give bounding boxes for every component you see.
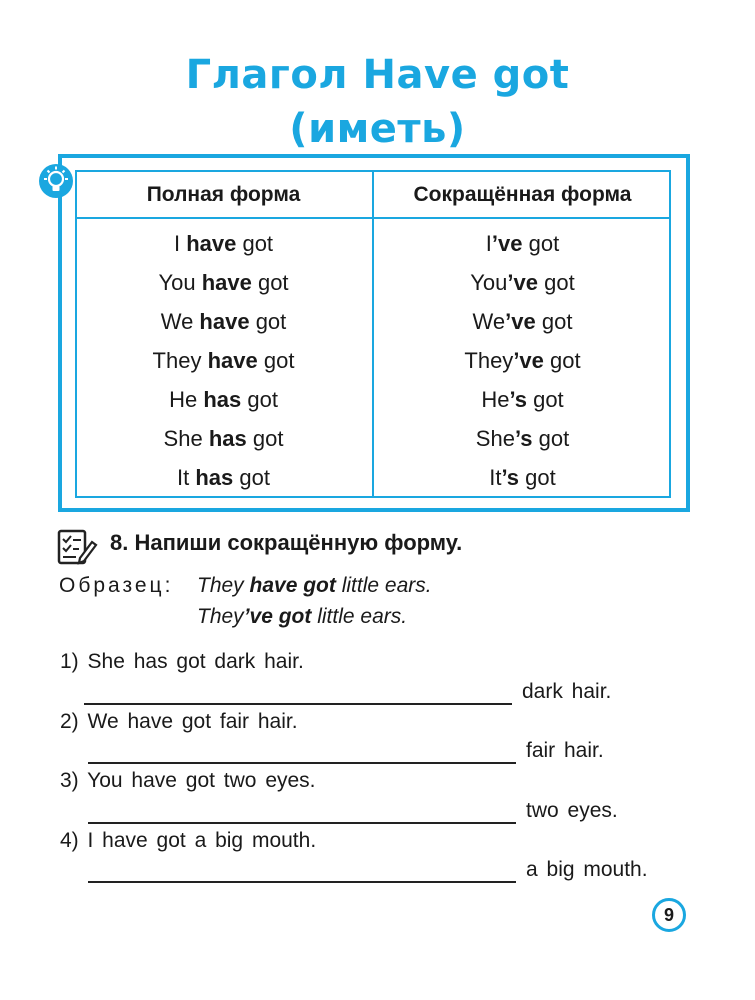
table-row: She has got bbox=[163, 426, 284, 451]
table-row: You have got bbox=[158, 270, 289, 295]
table-row: It has got bbox=[177, 465, 270, 490]
page-title: Глагол Have got bbox=[185, 52, 570, 98]
header-divider bbox=[75, 217, 671, 219]
short-form-column bbox=[374, 226, 671, 499]
table-row: They’ve got bbox=[464, 348, 581, 373]
table-row: She’s got bbox=[475, 426, 570, 451]
table-row: We’ve got bbox=[472, 309, 573, 334]
lightbulb-icon bbox=[38, 163, 74, 199]
task-title: 8. Напиши сокращённую форму. bbox=[110, 530, 463, 555]
table-row: He has got bbox=[169, 387, 278, 412]
header-short-form: Сокращённая форма bbox=[413, 183, 632, 206]
sample-answer: They’ve got little ears. bbox=[197, 605, 408, 628]
answer-line-3[interactable] bbox=[88, 822, 516, 824]
sample-label: Образец: bbox=[59, 574, 174, 597]
exercise-prompt-2: 2) We have got fair hair. bbox=[60, 710, 298, 733]
full-form-column bbox=[75, 226, 372, 499]
exercise-tail-3: two eyes. bbox=[526, 799, 618, 822]
exercise-prompt-1: 1) She has got dark hair. bbox=[60, 650, 304, 673]
answer-line-4[interactable] bbox=[88, 881, 516, 883]
writing-task-icon bbox=[56, 526, 98, 566]
answer-line-1[interactable] bbox=[84, 703, 512, 705]
table-row: We have got bbox=[160, 309, 287, 334]
exercise-tail-2: fair hair. bbox=[526, 739, 604, 762]
header-full-form: Полная форма bbox=[146, 183, 301, 206]
sample-sentence: They have got little ears. bbox=[197, 574, 432, 597]
table-row: It’s got bbox=[489, 465, 556, 490]
exercise-prompt-4: 4) I have got a big mouth. bbox=[60, 829, 317, 852]
table-row: He’s got bbox=[481, 387, 564, 412]
exercise-tail-1: dark hair. bbox=[522, 680, 612, 703]
exercise-prompt-3: 3) You have got two eyes. bbox=[60, 769, 316, 792]
table-row: I’ve got bbox=[485, 231, 560, 256]
exercise-tail-4: a big mouth. bbox=[526, 858, 648, 881]
page-subtitle: (иметь) bbox=[289, 106, 466, 152]
table-row: They have got bbox=[152, 348, 295, 373]
page-number: 9 bbox=[652, 898, 686, 932]
table-row: You’ve got bbox=[470, 270, 575, 295]
table-row: I have got bbox=[173, 231, 274, 256]
answer-line-2[interactable] bbox=[88, 762, 516, 764]
